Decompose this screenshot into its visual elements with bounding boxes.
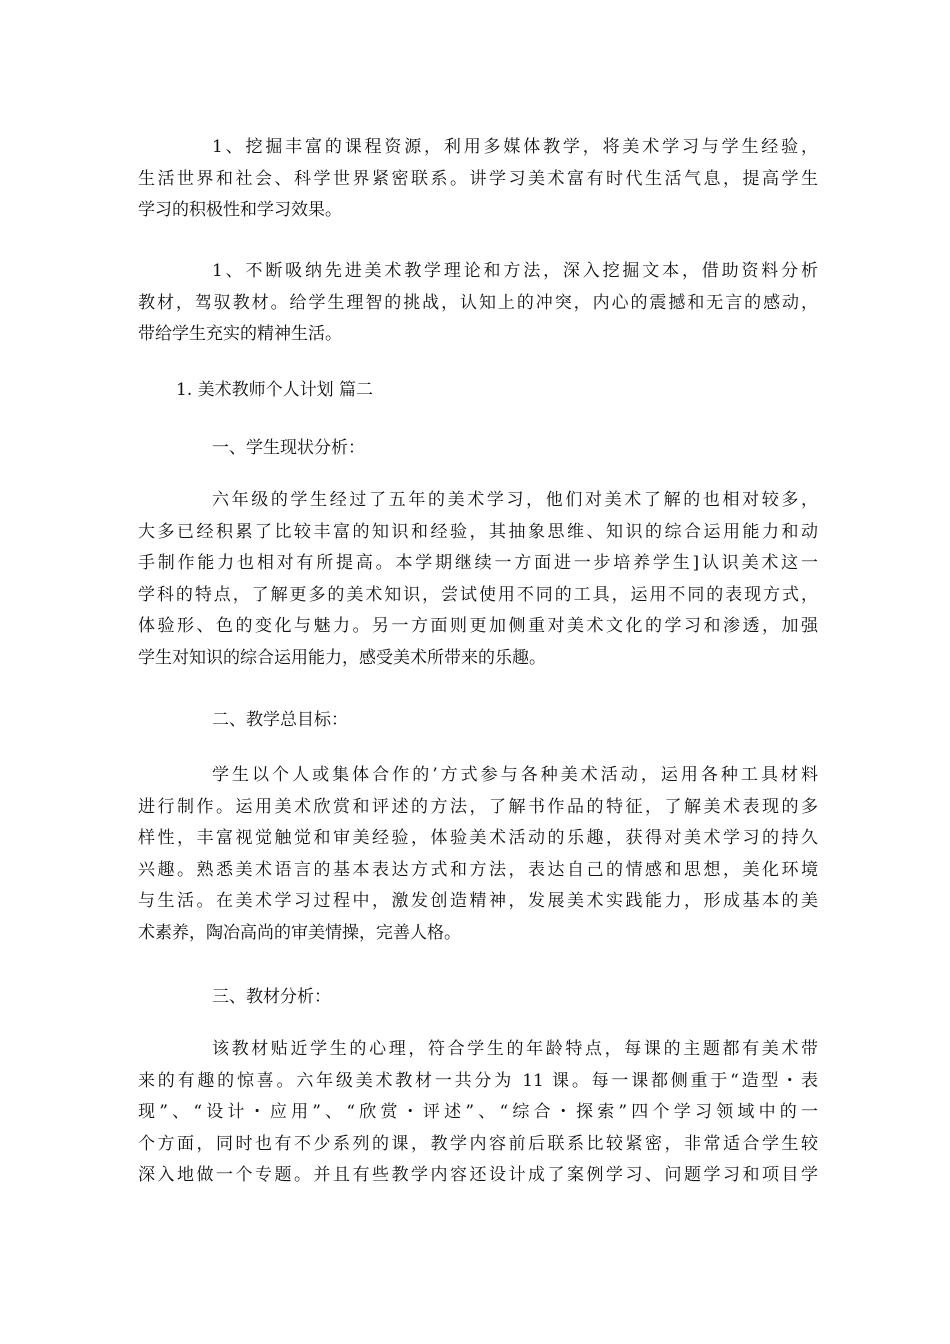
section-title: 1. 美术教师个人计划 篇二 bbox=[176, 380, 374, 400]
text-line: 进行制作。运用美术欣赏和评述的方法，了解书作品的特征，了解美术表现的多 bbox=[138, 796, 818, 817]
text-line: 学科的特点，了解更多的美术知识，尝试使用不同的工具，运用不同的表现方式， bbox=[138, 584, 818, 605]
text-line: 体验形、色的变化与魅力。另一方面则更加侧重对美术文化的学习和渗透，加强 bbox=[138, 616, 818, 636]
text-line: 来的有趣的惊喜。六年级美术教材一共分为 11 课。每一课都侧重于“造型・表 bbox=[138, 1070, 818, 1091]
text-line: 生活世界和社会、科学世界紧密联系。讲学习美术富有时代生活气息，提高学生 bbox=[138, 168, 818, 189]
text-line: 1、不断吸纳先进美术教学理论和方法，深入挖掘文本，借助资料分析 bbox=[212, 261, 818, 281]
heading-textbook-analysis: 三、教材分析： bbox=[212, 987, 331, 1007]
text-line: 深入地做一个专题。并且有些教学内容还设计成了案例学习、问题学习和项目学 bbox=[138, 1165, 818, 1185]
text-line: 学生以个人或集体合作的’方式参与各种美术活动，运用各种工具材料 bbox=[212, 765, 818, 785]
text-line: 教材，驾驭教材。给学生理智的挑战，认知上的冲突，内心的震撼和无言的感动， bbox=[138, 292, 818, 313]
text-line: 现”、“设计・应用”、“欣赏・评述”、“综合・探索”四个学习领域中的一 bbox=[138, 1102, 818, 1122]
text-line: 1、挖掘丰富的课程资源，利用多媒体教学，将美术学习与学生经验， bbox=[212, 137, 818, 157]
text-line: 带给学生充实的精神生活。 bbox=[138, 324, 342, 344]
text-line: 学生对知识的综合运用能力，感受美术所带来的乐趣。 bbox=[138, 647, 546, 668]
paragraph-teaching-goal bbox=[138, 760, 818, 949]
text-line: 学习的积极性和学习效果。 bbox=[138, 200, 342, 220]
text-line: 六年级的学生经过了五年的美术学习，他们对美术了解的也相对较多， bbox=[212, 490, 818, 510]
text-line: 兴趣。熟悉美术语言的基本表达方式和方法，表达自己的情感和思想，美化环境 bbox=[138, 859, 818, 880]
text-line: 个方面，同时也有不少系列的课，教学内容前后联系比较紧密，非常适合学生较 bbox=[138, 1133, 818, 1154]
text-line: 术素养，陶冶高尚的审美情操，完善人格。 bbox=[138, 922, 461, 943]
text-line: 样性，丰富视觉触觉和审美经验，体验美术活动的乐趣，获得对美术学习的持久 bbox=[138, 828, 818, 848]
paragraph-resources bbox=[138, 132, 818, 227]
text-line: 该教材贴近学生的心理，符合学生的年龄特点，每课的主题都有美术带 bbox=[212, 1039, 818, 1059]
text-line: 手制作能力也相对有所提高。本学期继续一方面进一步培养学生]认识美术这一 bbox=[138, 553, 818, 573]
paragraph-textbook-analysis bbox=[138, 1034, 818, 1192]
heading-student-analysis: 一、学生现状分析： bbox=[212, 438, 365, 458]
paragraph-theory bbox=[138, 256, 818, 351]
text-line: 大多已经积累了比较丰富的知识和经验，其抽象思维、知识的综合运用能力和动 bbox=[138, 521, 818, 542]
text-line: 与生活。在美术学习过程中，激发创造精神，发展美术实践能力，形成基本的美 bbox=[138, 891, 818, 911]
paragraph-student-analysis bbox=[138, 485, 818, 674]
heading-teaching-goal: 二、教学总目标： bbox=[212, 710, 348, 730]
